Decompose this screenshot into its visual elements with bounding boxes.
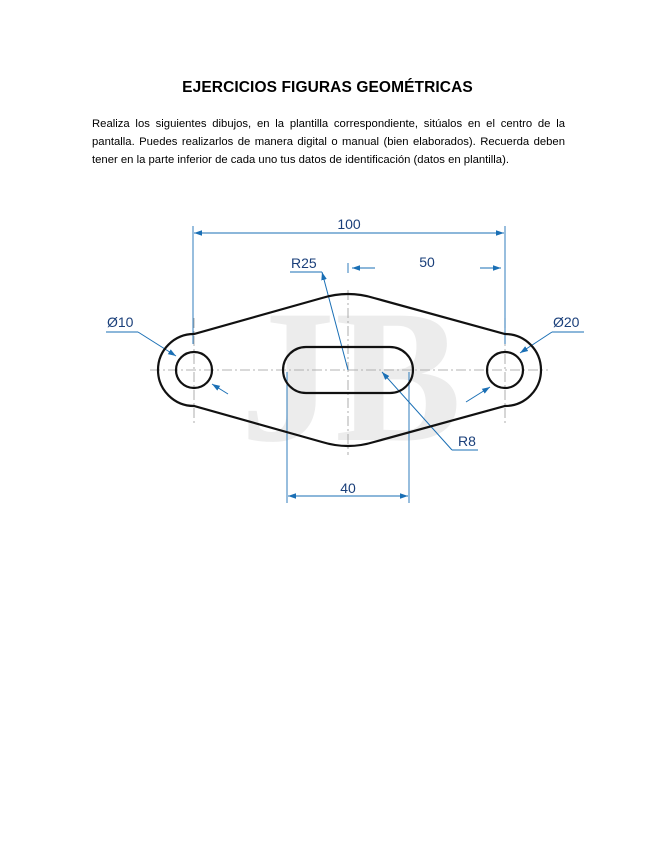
page-title: EJERCICIOS FIGURAS GEOMÉTRICAS bbox=[182, 79, 473, 96]
dim-text-d10: Ø10 bbox=[107, 314, 134, 330]
leader-d10-tail bbox=[212, 384, 228, 394]
instructions-paragraph: Realiza los siguientes dibujos, en la plantilla correspondiente, sitúalos en el centro de la pantalla. Puedes realizarlos de manera digital o manual (bien elaborados). Recuerda deben tener en la parte inferior de cada uno tus datos de identificación (datos en plantilla). bbox=[92, 118, 565, 166]
dim-text-r8: R8 bbox=[458, 433, 476, 449]
leader-d20-tail bbox=[466, 387, 490, 402]
dim-text-d20: Ø20 bbox=[553, 314, 580, 330]
dim-text-40: 40 bbox=[340, 480, 356, 496]
dim-text-100: 100 bbox=[337, 216, 361, 232]
dim-text-r25: R25 bbox=[291, 255, 317, 271]
dim-text-50: 50 bbox=[419, 254, 435, 270]
watermark-text: JB bbox=[240, 272, 462, 482]
watermark-logo bbox=[240, 272, 462, 482]
